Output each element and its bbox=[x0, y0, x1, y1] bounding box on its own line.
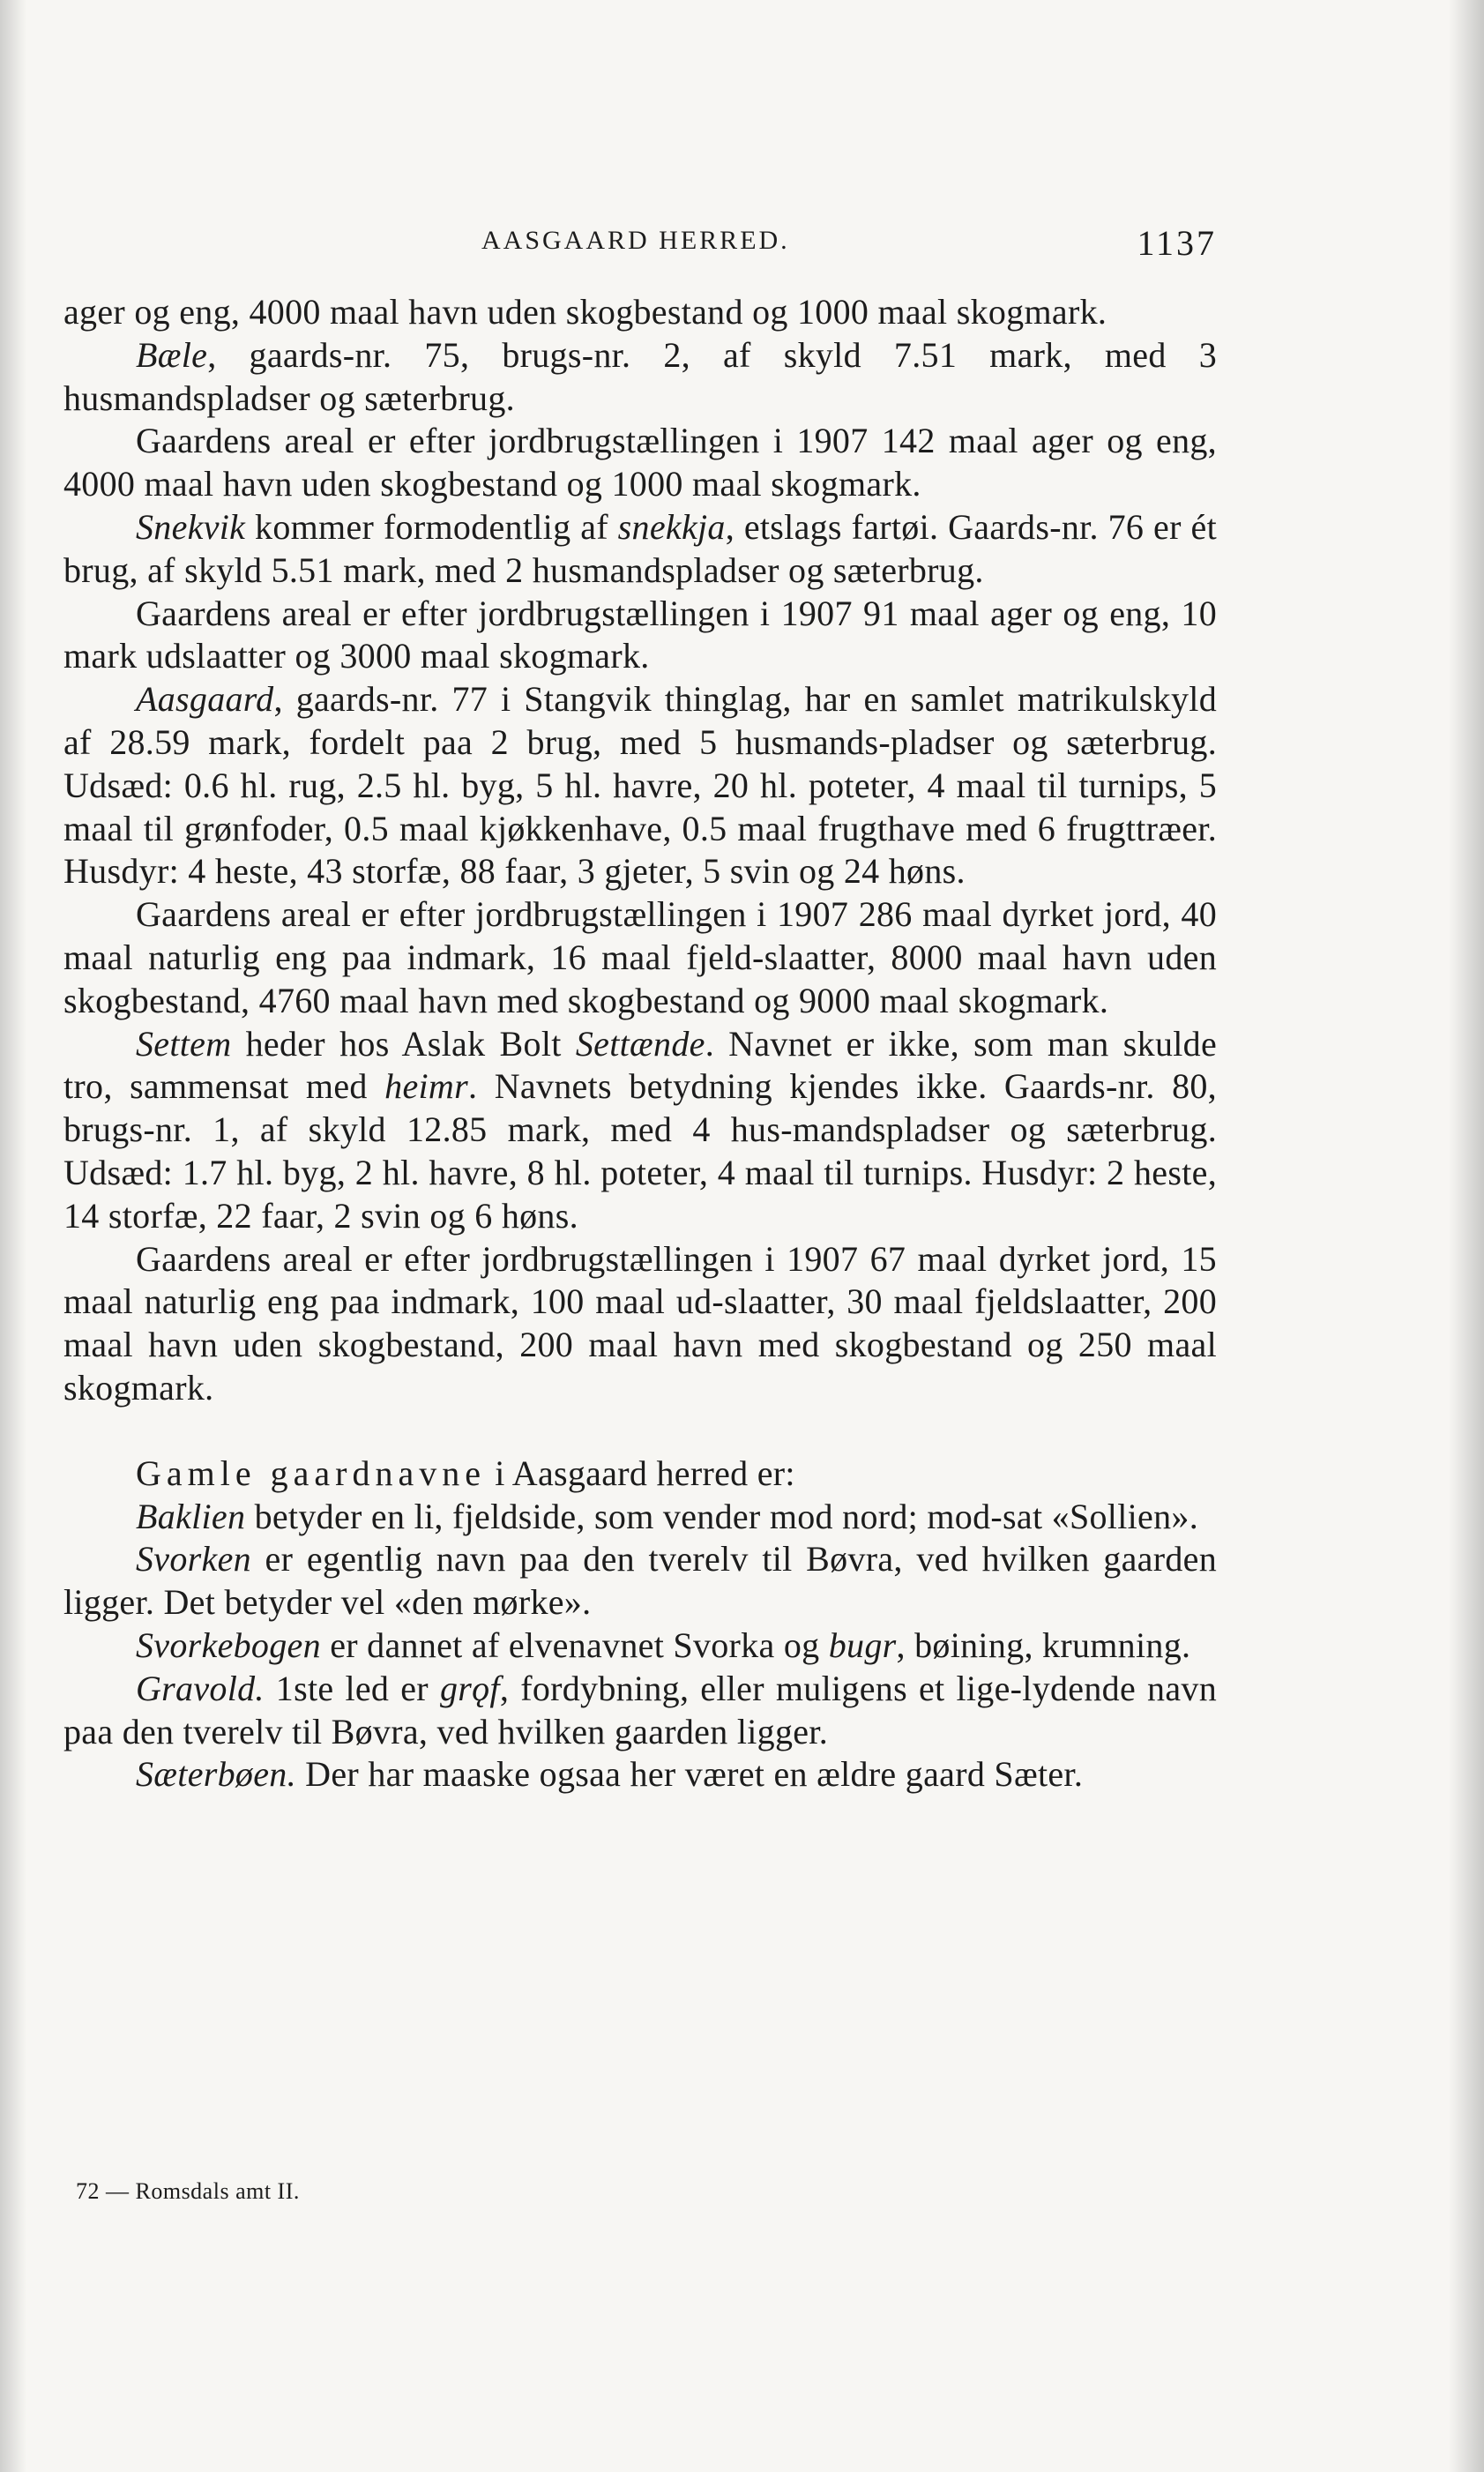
para-svorkebogen bbox=[63, 1624, 1217, 1668]
italic-term: snekkja bbox=[617, 506, 726, 547]
text-run: Gaardens areal er efter jordbrugstællingen i 1907 286 maal dyrket jord, 40 maal naturlig eng paa indmark, 16 maal fjeld-slaatter, 8000 maal havn uden skogbestand, 4760 maal havn med skogbestand og 9000 maal skogmark. bbox=[63, 894, 1217, 1020]
page-header bbox=[69, 222, 1217, 266]
italic-term: bugr bbox=[828, 1624, 897, 1665]
italic-term: Snekvik bbox=[136, 506, 246, 547]
text-run: . Navnet er ikke, som man skulde tro, sammensat med bbox=[63, 1023, 1218, 1107]
italic-term: Aasgaard bbox=[136, 679, 274, 720]
italic-term: Settænde bbox=[575, 1023, 705, 1064]
para-svorken bbox=[63, 1538, 1217, 1624]
text-run: Gaardens areal er efter jordbrugstællingen i 1907 67 maal dyrket jord, 15 maal naturlig eng paa indmark, 100 maal ud-slaatter, 30 maal fjeldslaatter, 200 maal havn uden skogbestand, 200 maal havn med skogbestand og 250 maal skogmark. bbox=[63, 1238, 1217, 1408]
text-run: , gaards-nr. 77 i Stangvik thinglag, har en samlet matrikulskyld af 28.59 mark, fordelt paa 2 brug, med 5 husmands-pladser og sæterbrug. Udsæd: 0.6 hl. rug, 2.5 hl. byg, 5 hl. havre, 20 hl. poteter, 4 maal til turnips, 5 maal til grønfoder, 0.5 maal kjøkkenhave, 0.5 maal frugthave med 6 frugttræer. Husdyr: 4 heste, 43 storfæ, 88 faar, 3 gjeter, 5 svin og 24 høns. bbox=[63, 679, 1217, 892]
text-run: , bøining, krumning. bbox=[896, 1624, 1191, 1665]
para-saeterboeen bbox=[63, 1753, 1217, 1796]
para-baklien bbox=[63, 1496, 1217, 1539]
text-run: betyder en li, fjeldside, som vender mod nord; mod-sat «Sollien». bbox=[245, 1496, 1198, 1536]
text-run: i Aasgaard herred er: bbox=[485, 1453, 795, 1493]
italic-term: Svorkebogen bbox=[136, 1624, 321, 1665]
text-run: er dannet af elvenavnet Svorka og bbox=[320, 1624, 829, 1665]
para-baele-areal bbox=[63, 420, 1217, 506]
para-snekvik bbox=[63, 506, 1217, 593]
running-head: AASGAARD HERRED. bbox=[481, 226, 790, 255]
spaced-heading: Gamle gaardnavne bbox=[136, 1453, 486, 1493]
text-run: ager og eng, 4000 maal havn uden skogbestand og 1000 maal skogmark. bbox=[63, 292, 1107, 332]
page-edge-left bbox=[0, 0, 26, 2472]
italic-term: Bæle bbox=[136, 334, 208, 375]
text-run: Der har maaske ogsaa her været en ældre gaard Sæter. bbox=[295, 1754, 1084, 1795]
para-aasgaard-areal bbox=[63, 893, 1217, 1022]
para-settem-areal bbox=[63, 1238, 1217, 1410]
text-run: kommer formodentlig af bbox=[245, 506, 618, 547]
text-run: , fordybning, eller muligens et lige-lydende navn paa den tverelv til Bøvra, ved hvilken gaarden ligger. bbox=[63, 1668, 1217, 1751]
italic-term: heimr bbox=[384, 1066, 468, 1107]
para-cont bbox=[63, 291, 1217, 334]
text-run: Gaardens areal er efter jordbrugstællingen i 1907 142 maal ager og eng, 4000 maal havn uden skogbestand og 1000 maal skogmark. bbox=[63, 421, 1217, 504]
italic-term: Sæterbøen. bbox=[136, 1754, 296, 1795]
text-run: er egentlig navn paa den tverelv til Bøvra, ved hvilken gaarden ligger. Det betyder vel «den mørke». bbox=[63, 1539, 1217, 1623]
text-run: . Navnets betydning kjendes ikke. Gaards-nr. 80, brugs-nr. 1, af skyld 12.85 mark, med 4 hus-mandspladser og sæterbrug. Udsæd: 1.7 hl. byg, 2 hl. havre, 8 hl. poteter, 4 maal til turnips. Husdyr: 2 heste, 14 storfæ, 22 faar, 2 svin og 6 høns. bbox=[63, 1066, 1217, 1236]
italic-term: Baklien bbox=[136, 1496, 246, 1536]
text-run: 1ste led er bbox=[264, 1668, 440, 1708]
para-aasgaard bbox=[63, 678, 1217, 893]
italic-term: Settem bbox=[136, 1023, 232, 1064]
para-gravold bbox=[63, 1668, 1217, 1754]
italic-term: Gravold. bbox=[136, 1668, 265, 1708]
text-run: , etslags fartøi. Gaards-nr. 76 er ét brug, af skyld 5.51 mark, med 2 husmandspladser og sæterbrug. bbox=[63, 506, 1217, 590]
text-run: Gaardens areal er efter jordbrugstællingen i 1907 91 maal ager og eng, 10 mark udslaatter og 3000 maal skogmark. bbox=[63, 593, 1217, 676]
italic-term: grǫf bbox=[439, 1668, 500, 1708]
page-number: 1137 bbox=[1137, 223, 1217, 263]
body-text bbox=[63, 291, 1217, 1796]
text-run: heder hos Aslak Bolt bbox=[231, 1023, 576, 1064]
para-baele bbox=[63, 334, 1217, 421]
para-settem bbox=[63, 1023, 1217, 1238]
page-edge-right bbox=[1449, 0, 1484, 2472]
italic-term: Svorken bbox=[136, 1539, 251, 1580]
text-run: , gaards-nr. 75, brugs-nr. 2, af skyld 7.51 mark, med 3 husmandspladser og sæterbrug. bbox=[63, 334, 1217, 418]
para-gamle bbox=[63, 1453, 1217, 1496]
footer-signature: 72 — Romsdals amt II. bbox=[76, 2178, 300, 2204]
para-snekvik-areal bbox=[63, 593, 1217, 679]
